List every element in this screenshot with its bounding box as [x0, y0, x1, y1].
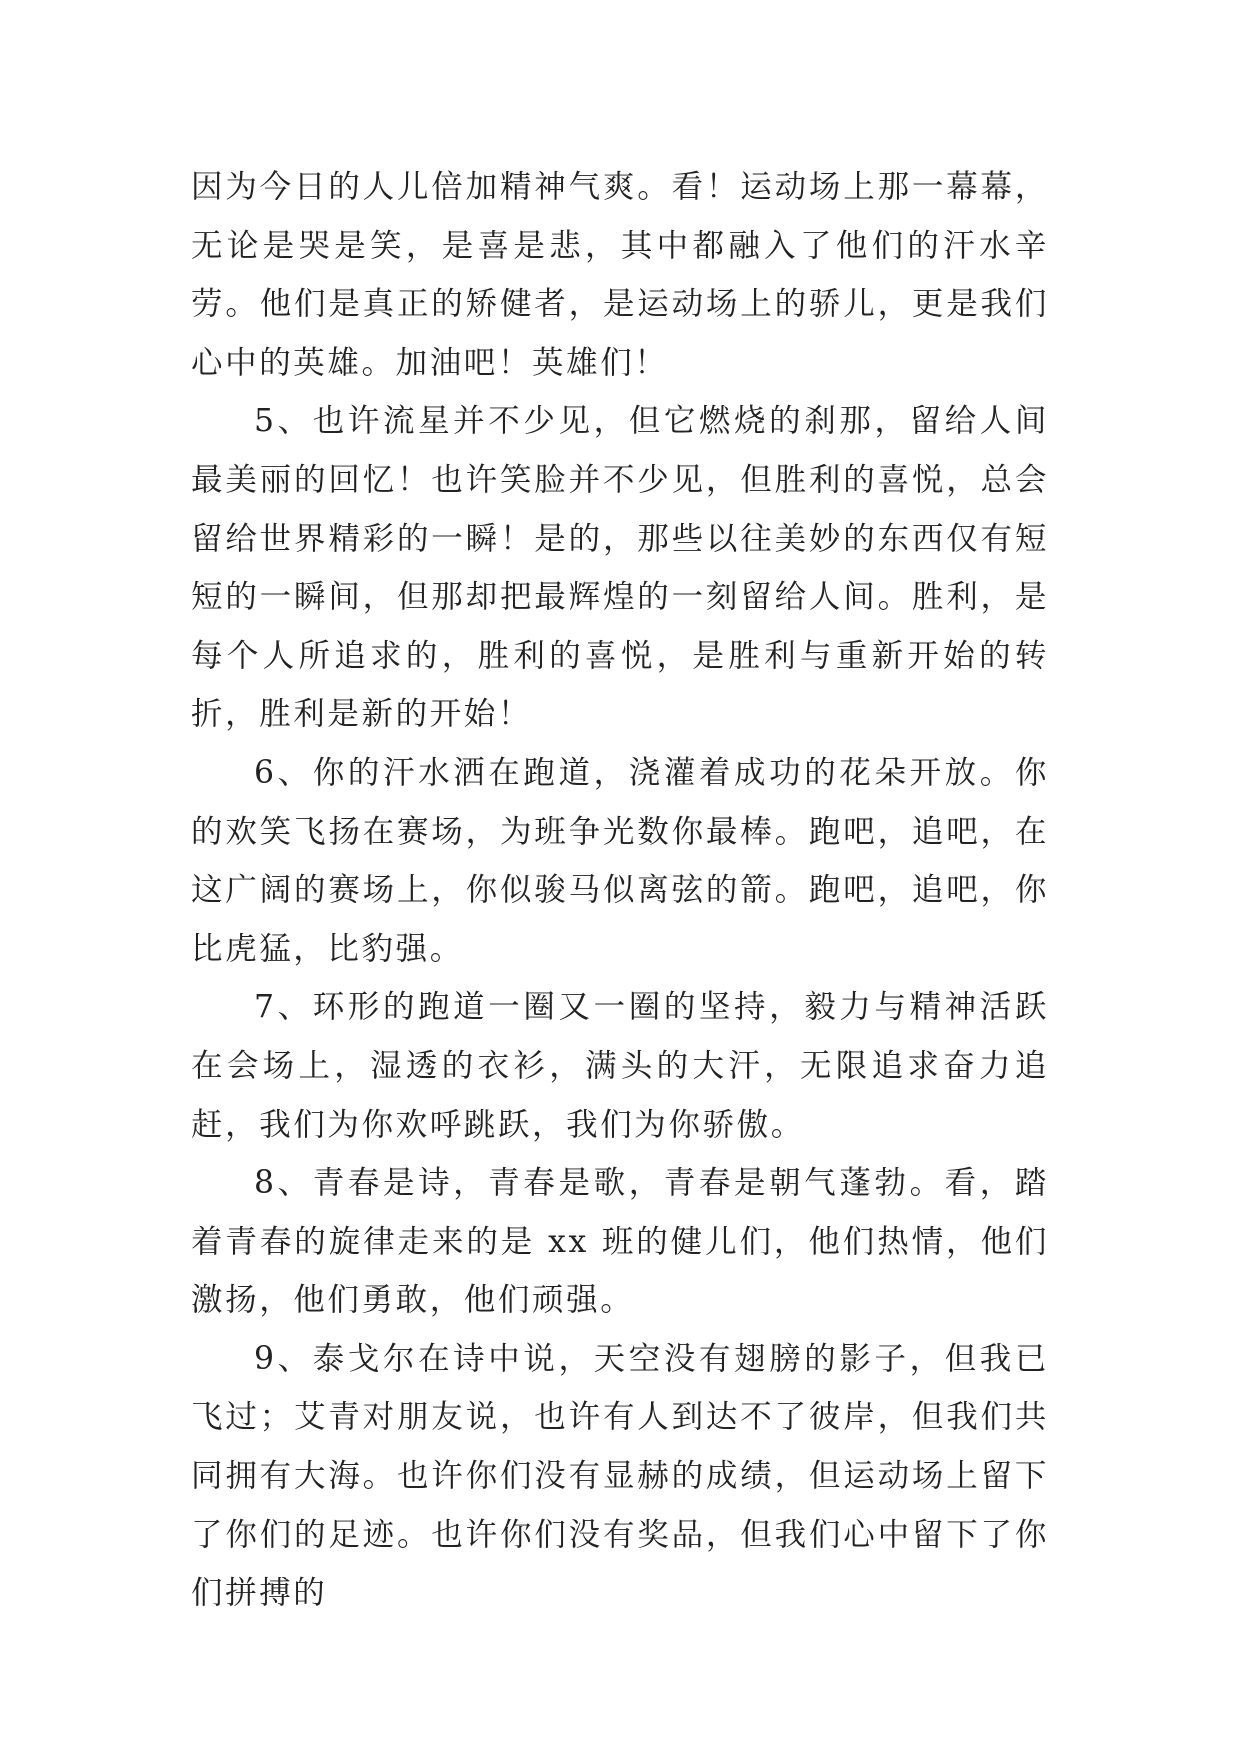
paragraph-8: 8、青春是诗，青春是歌，青春是朝气蓬勃。看，踏着青春的旋律走来的是 xx 班的健儿们，他们热情，他们激扬，他们勇敢，他们顽强。: [191, 1165, 1049, 1319]
paragraph-6: 6、你的汗水洒在跑道，浇灌着成功的花朵开放。你的欢笑飞扬在赛场，为班争光数你最棒。跑吧，追吧，在这广阔的赛场上，你似骏马似离弦的箭。跑吧，追吧，你比虎猛，比豹强。: [191, 754, 1049, 967]
paragraph-7: 7、环形的跑道一圈又一圈的坚持，毅力与精神活跃在会场上，湿透的衣衫，满头的大汗，无限追求奋力追赶，我们为你欢呼跳跃，我们为你骄傲。: [191, 989, 1049, 1143]
paragraph-9: 9、泰戈尔在诗中说，天空没有翅膀的影子，但我已飞过；艾青对朋友说，也许有人到达不了彼岸，但我们共同拥有大海。也许你们没有显赫的成绩，但运动场上留下了你们的足迹。也许你们没有奖品，但我们心中留下了你们拼搏的: [191, 1340, 1049, 1612]
paragraph-continued: 因为今日的人儿倍加精神气爽。看！运动场上那一幕幕，无论是哭是笑，是喜是悲，其中都融入了他们的汗水辛劳。他们是真正的矫健者，是运动场上的骄儿，更是我们心中的英雄。加油吧！英雄们！: [191, 169, 1049, 381]
paragraph-5: 5、也许流星并不少见，但它燃烧的刹那，留给人间最美丽的回忆！也许笑脸并不少见，但胜利的喜悦，总会留给世界精彩的一瞬！是的，那些以往美妙的东西仅有短短的一瞬间，但那却把最辉煌的一刻留给人间。胜利，是每个人所追求的，胜利的喜悦，是胜利与重新开始的转折，胜利是新的开始！: [191, 403, 1049, 733]
document-body: [191, 158, 1049, 1623]
